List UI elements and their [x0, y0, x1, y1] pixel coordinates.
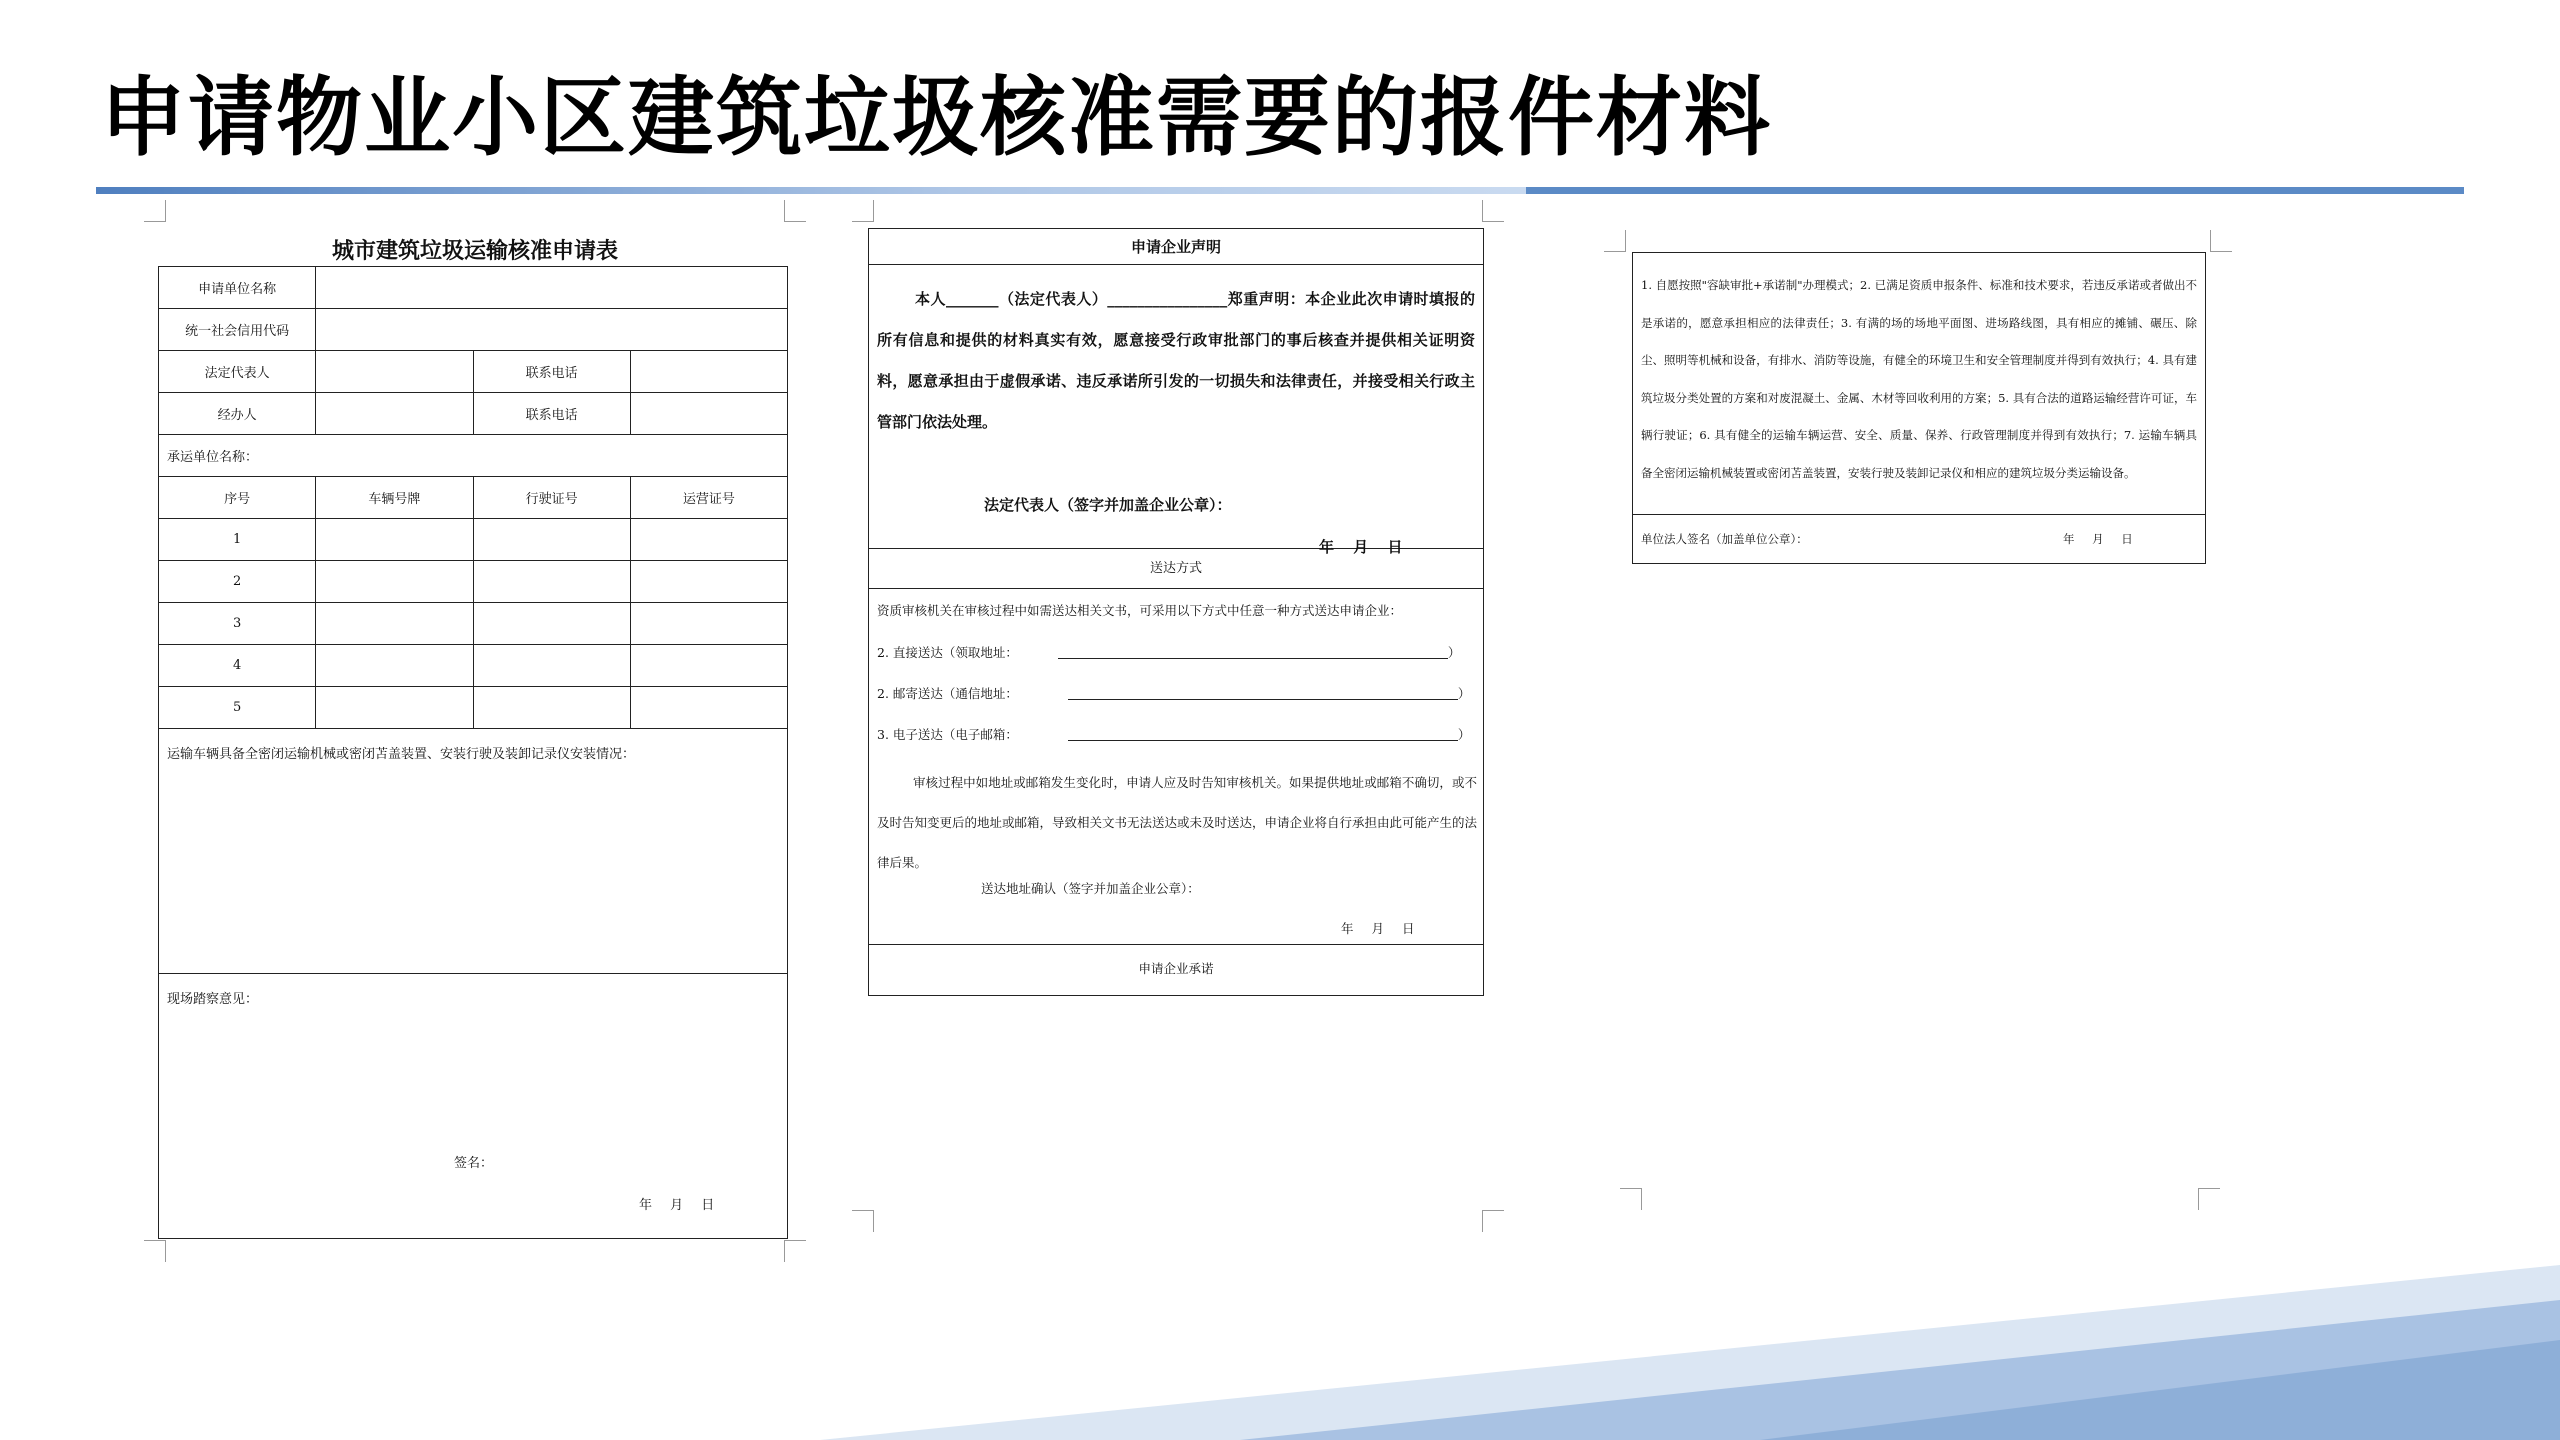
row-index: 4	[159, 645, 316, 687]
table-row	[159, 561, 788, 603]
crop-mark	[784, 200, 806, 222]
applicant-name-label: 申请单位名称	[159, 267, 316, 309]
applicant-name-field	[316, 267, 788, 309]
phone-field	[630, 351, 787, 393]
table-row	[159, 393, 788, 435]
phone-field	[630, 393, 787, 435]
table-row	[159, 603, 788, 645]
address-blank	[1068, 686, 1458, 700]
declaration-text: 本人_______（法定代表人）________________郑重声明：本企业此次申请时填报的所有信息和提供的材料真实有效，愿意接受行政审批部门的事后核查并提供相关证明资料，愿意承担由于虚假承诺、违反承诺所引发的一切损失和法律责任，并接受相关行政主管部门依法处理。	[877, 290, 1475, 431]
declaration-date: 年 月 日	[1319, 538, 1403, 556]
carrier-label: 承运单位名称：	[159, 435, 788, 477]
delivery-intro: 资质审核机关在审核过程中如需送达相关文书，可采用以下方式中任意一种方式送达申请企业：	[877, 603, 1403, 618]
crop-mark	[144, 1240, 166, 1262]
delivery-title: 送达方式	[869, 549, 1483, 589]
table-row	[159, 351, 788, 393]
delivery-option-direct: 2. 直接送达（领取地址： ）	[877, 645, 1461, 660]
equipment-section: 运输车辆具备全密闭运输机械或密闭苫盖装置、安装行驶及装卸记录仪安装情况：	[159, 729, 788, 974]
signature-label: 签名：	[454, 1156, 494, 1171]
handler-field	[316, 393, 473, 435]
delivery-confirm-label: 送达地址确认（签字并加盖企业公章）：	[981, 881, 1200, 896]
row-index: 2	[159, 561, 316, 603]
table-row	[159, 645, 788, 687]
phone-label: 联系电话	[473, 393, 630, 435]
declaration-box	[868, 228, 1484, 996]
crop-mark	[852, 1210, 874, 1232]
crop-mark	[1482, 1210, 1504, 1232]
delivery-section	[869, 589, 1483, 945]
table-row	[159, 309, 788, 351]
col-header-license: 行驶证号	[473, 477, 630, 519]
col-header-permit: 运营证号	[630, 477, 787, 519]
application-table	[158, 266, 788, 1239]
row-index: 3	[159, 603, 316, 645]
commitment-box	[1632, 252, 2206, 564]
commitment-signature-row	[1633, 515, 2205, 563]
construction-waste-application-form	[140, 196, 810, 1266]
declaration-signature-label: 法定代表人（签字并加盖企业公章）：	[984, 496, 1232, 514]
legal-rep-label: 法定代表人	[159, 351, 316, 393]
crop-mark	[852, 200, 874, 222]
crop-mark	[2198, 1188, 2220, 1210]
inspection-section	[159, 974, 788, 1239]
decor-band-dark	[1760, 1340, 2560, 1440]
declaration-header: 申请企业声明	[869, 229, 1483, 265]
col-header-plate: 车辆号牌	[316, 477, 473, 519]
table-row	[159, 267, 788, 309]
table-row	[159, 974, 788, 1239]
slide-title: 申请物业小区建筑垃圾核准需要的报件材料	[100, 68, 1772, 168]
delivery-note: 审核过程中如地址或邮箱发生变化时，申请人应及时告知审核机关。如果提供地址或邮箱不确切，或不及时告知变更后的地址或邮箱，导致相关文书无法送达或未及时送达，申请企业将自行承担由此可能产生的法律后果。	[877, 775, 1478, 870]
address-blank	[1058, 645, 1448, 659]
crop-mark	[2210, 230, 2232, 252]
crop-mark	[1620, 1188, 1642, 1210]
credit-code-field	[316, 309, 788, 351]
phone-label: 联系电话	[473, 351, 630, 393]
crop-mark	[784, 1240, 806, 1262]
date-label: 年 月 日	[639, 1198, 715, 1213]
commitment-signature-label: 单位法人签名（加盖单位公章）：	[1641, 532, 1808, 546]
inspection-label: 现场踏察意见：	[167, 992, 259, 1007]
row-index: 5	[159, 687, 316, 729]
col-header-index: 序号	[159, 477, 316, 519]
enterprise-declaration-form	[848, 196, 1508, 1236]
enterprise-commitment-form	[1600, 230, 2240, 1210]
delivery-date: 年 月 日	[1341, 921, 1415, 936]
commitment-date: 年 月 日	[2063, 532, 2133, 546]
credit-code-label: 统一社会信用代码	[159, 309, 316, 351]
table-row	[159, 687, 788, 729]
decor-band-light	[820, 1265, 2560, 1440]
table-row	[159, 729, 788, 974]
declaration-section	[869, 265, 1483, 556]
table-header-row	[159, 477, 788, 519]
row-index: 1	[159, 519, 316, 561]
decor-band-mid	[1240, 1300, 2560, 1440]
table-row	[159, 435, 788, 477]
form1-title: 城市建筑垃圾运输核准申请表	[331, 238, 618, 264]
delivery-option-email: 3. 电子送达（电子邮箱： ）	[877, 727, 1471, 742]
table-row	[159, 519, 788, 561]
commitment-heading: 申请企业承诺	[1138, 961, 1214, 976]
email-blank	[1068, 727, 1458, 741]
crop-mark	[1604, 230, 1626, 252]
handler-label: 经办人	[159, 393, 316, 435]
legal-rep-field	[316, 351, 473, 393]
commitment-text: 1. 自愿按照"容缺审批+承诺制"办理模式；2. 已满足资质申报条件、标准和技术要求，若违反承诺或者做出不是承诺的，愿意承担相应的法律责任；3. 有满的场的场地平面图、进场路线图，具有相应的摊铺、碾压、除尘、照明等机械和设备，有排水、消防等设施，有健全的环境卫生和安全管理制度并得到有效执行；4. 具有建筑垃圾分类处置的方案和对废混凝土、金属、木材等回收利用的方案；5. 具有合法的道路运输经营许可证，车辆行驶证；6. 具有健全的运输车辆运营、安全、质量、保养、行政管理制度并得到有效执行；7. 运输车辆具备全密闭运输机械装置或密闭苫盖装置，安装行驶及装卸记录仪和相应的建筑垃圾分类运输设备。	[1633, 253, 2205, 515]
title-underline-highlight	[96, 187, 1526, 194]
crop-mark	[1482, 200, 1504, 222]
crop-mark	[144, 200, 166, 222]
delivery-option-mail: 2. 邮寄送达（通信地址： ）	[877, 686, 1471, 701]
